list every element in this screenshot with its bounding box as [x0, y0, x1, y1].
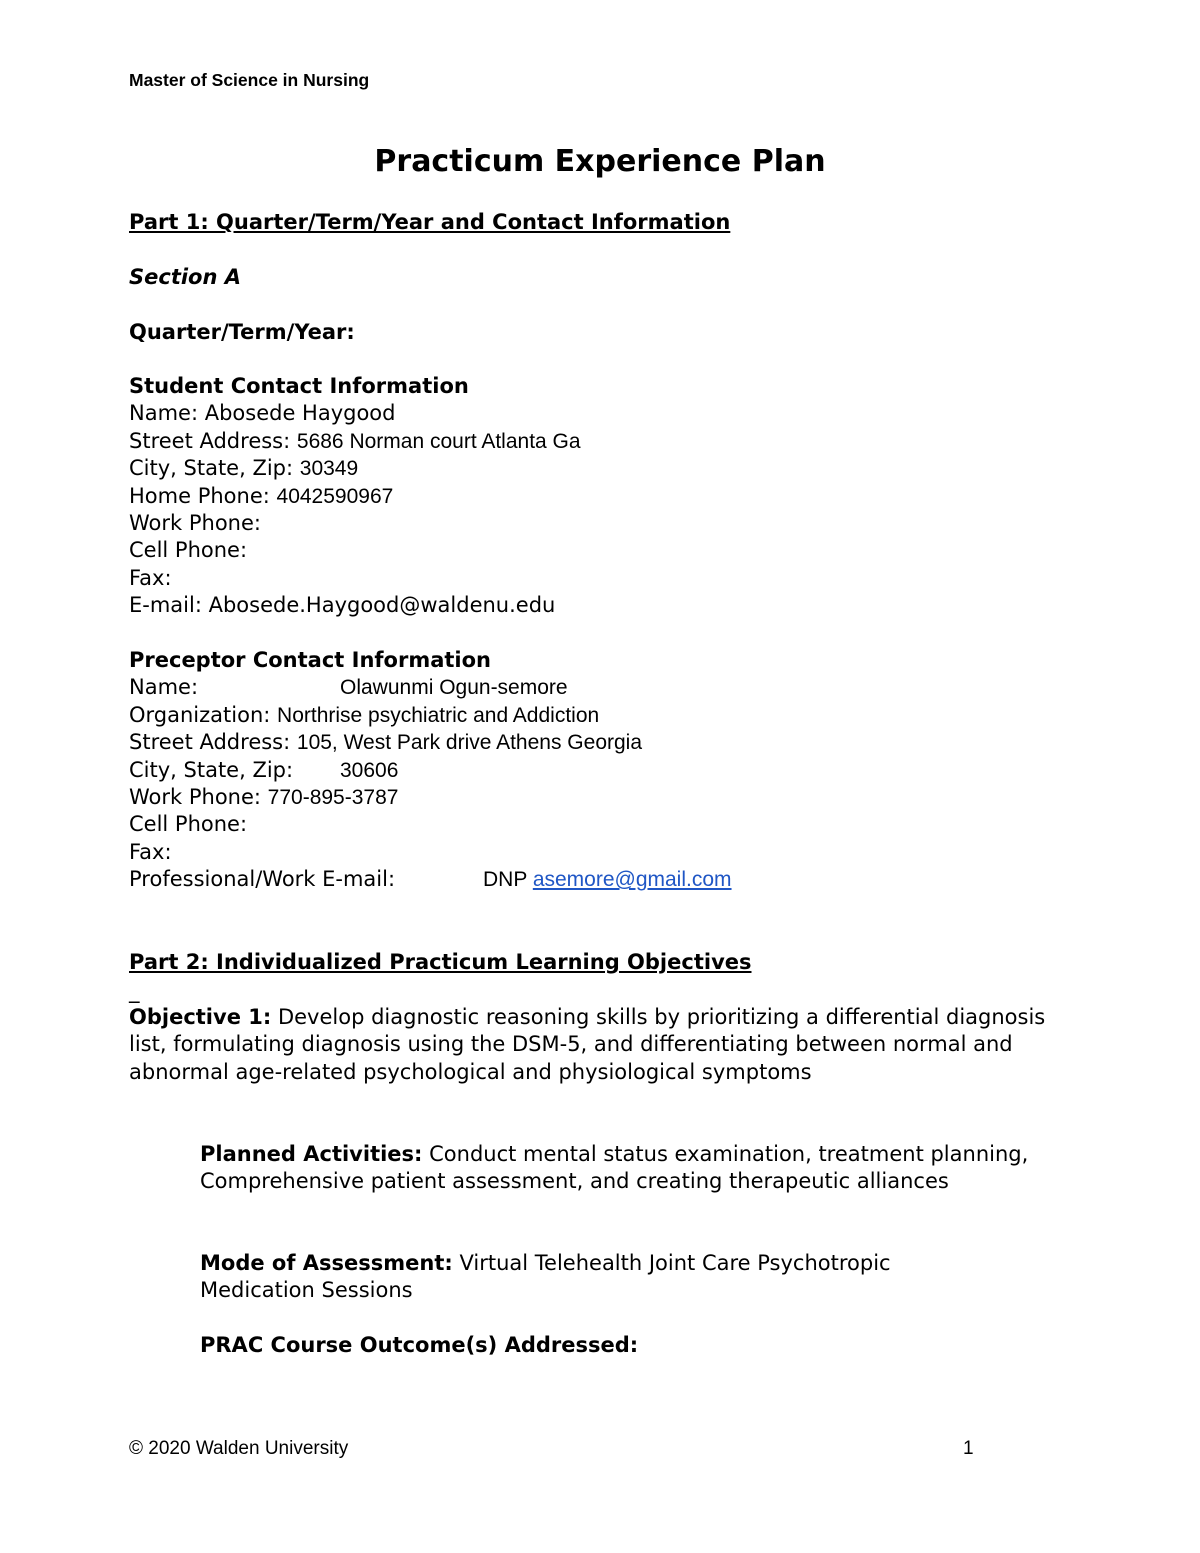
list-marker: _ [129, 979, 140, 1003]
part1-heading: Part 1: Quarter/Term/Year and Contact Information [129, 210, 731, 234]
preceptor-email-link[interactable]: asemore@gmail.com [532, 868, 732, 892]
header-program: Master of Science in Nursing [129, 70, 370, 90]
planned-activities-label: Planned Activities: [200, 1142, 423, 1166]
student-street-row [129, 428, 581, 455]
student-work-phone-label: Work Phone: [129, 510, 261, 535]
preceptor-name-label: Name: [129, 675, 199, 700]
student-contact-block [129, 373, 581, 620]
objective-1-text: Develop diagnostic reasoning skills by prioritizing a differential diagnosis list, formulating diagnosis using the DSM-5, and differentiating between normal and abnormal age-related psychological and physiological symptoms [129, 1005, 1046, 1084]
preceptor-work-phone-value: 770-895-3787 [267, 785, 399, 809]
preceptor-name-value: Olawunmi Ogun-semore [340, 676, 568, 700]
section-a-label: Section A [129, 265, 241, 289]
prac-outcomes-label: PRAC Course Outcome(s) Addressed: [200, 1333, 639, 1357]
preceptor-org-value: Northrise psychiatric and Addiction [277, 703, 600, 727]
preceptor-city-value: 30606 [340, 758, 399, 782]
student-city-label: City, State, Zip: [129, 456, 294, 481]
objective-1 [129, 1004, 1059, 1086]
preceptor-org-row [129, 702, 642, 729]
preceptor-fax-label: Fax: [129, 839, 172, 864]
preceptor-email-value [483, 866, 732, 893]
mode-of-assessment-text: Virtual Telehealth Joint Care Psychotropic Medication Sessions [200, 1251, 891, 1303]
footer-page-number: 1 [963, 1438, 974, 1459]
preceptor-name-row [129, 674, 642, 701]
preceptor-contact-block [129, 647, 732, 894]
mode-of-assessment-label: Mode of Assessment: [200, 1251, 453, 1275]
student-street-value: 5686 Norman court Atlanta Ga [296, 429, 581, 453]
preceptor-work-phone-label: Work Phone: [129, 784, 261, 809]
preceptor-street-row [129, 729, 642, 756]
footer-copyright: © 2020 Walden University [129, 1438, 349, 1459]
quarter-term-year-label: Quarter/Term/Year: [129, 320, 355, 344]
student-contact-heading: Student Contact Information [129, 374, 469, 398]
preceptor-city-row [129, 757, 642, 784]
preceptor-street-label: Street Address: [129, 730, 291, 755]
page-title: Practicum Experience Plan [374, 144, 826, 179]
part2-heading: Part 2: Individualized Practicum Learning Objectives [129, 950, 752, 974]
student-fax-label: Fax: [129, 565, 172, 590]
student-city-value: 30349 [299, 457, 359, 481]
planned-activities-text: Conduct mental status examination, treatment planning, Comprehensive patient assessment, and creating therapeutic alliances [200, 1142, 1029, 1194]
preceptor-email-label: Professional/Work E-mail: [129, 867, 396, 892]
student-city-row [129, 455, 581, 482]
mode-of-assessment [200, 1250, 1000, 1305]
student-home-phone-value: 4042590967 [276, 484, 394, 508]
preceptor-cell-phone-label: Cell Phone: [129, 812, 248, 837]
student-home-phone-label: Home Phone: [129, 483, 270, 508]
preceptor-street-value: 105, West Park drive Athens Georgia [296, 731, 643, 755]
student-home-phone-row [129, 483, 581, 510]
preceptor-org-label: Organization: [129, 702, 271, 727]
preceptor-contact-heading: Preceptor Contact Information [129, 648, 491, 672]
student-email: E-mail: Abosede.Haygood@waldenu.edu [129, 593, 556, 618]
preceptor-email-row [129, 866, 732, 893]
student-street-label: Street Address: [129, 428, 291, 453]
preceptor-email-prefix: DNP [483, 868, 527, 892]
student-name: Name: Abosede Haygood [129, 401, 396, 426]
preceptor-city-label: City, State, Zip: [129, 757, 294, 782]
student-cell-phone-label: Cell Phone: [129, 538, 248, 563]
preceptor-work-phone-row [129, 784, 642, 811]
objective-1-label: Objective 1: [129, 1005, 272, 1029]
planned-activities [200, 1141, 1060, 1196]
